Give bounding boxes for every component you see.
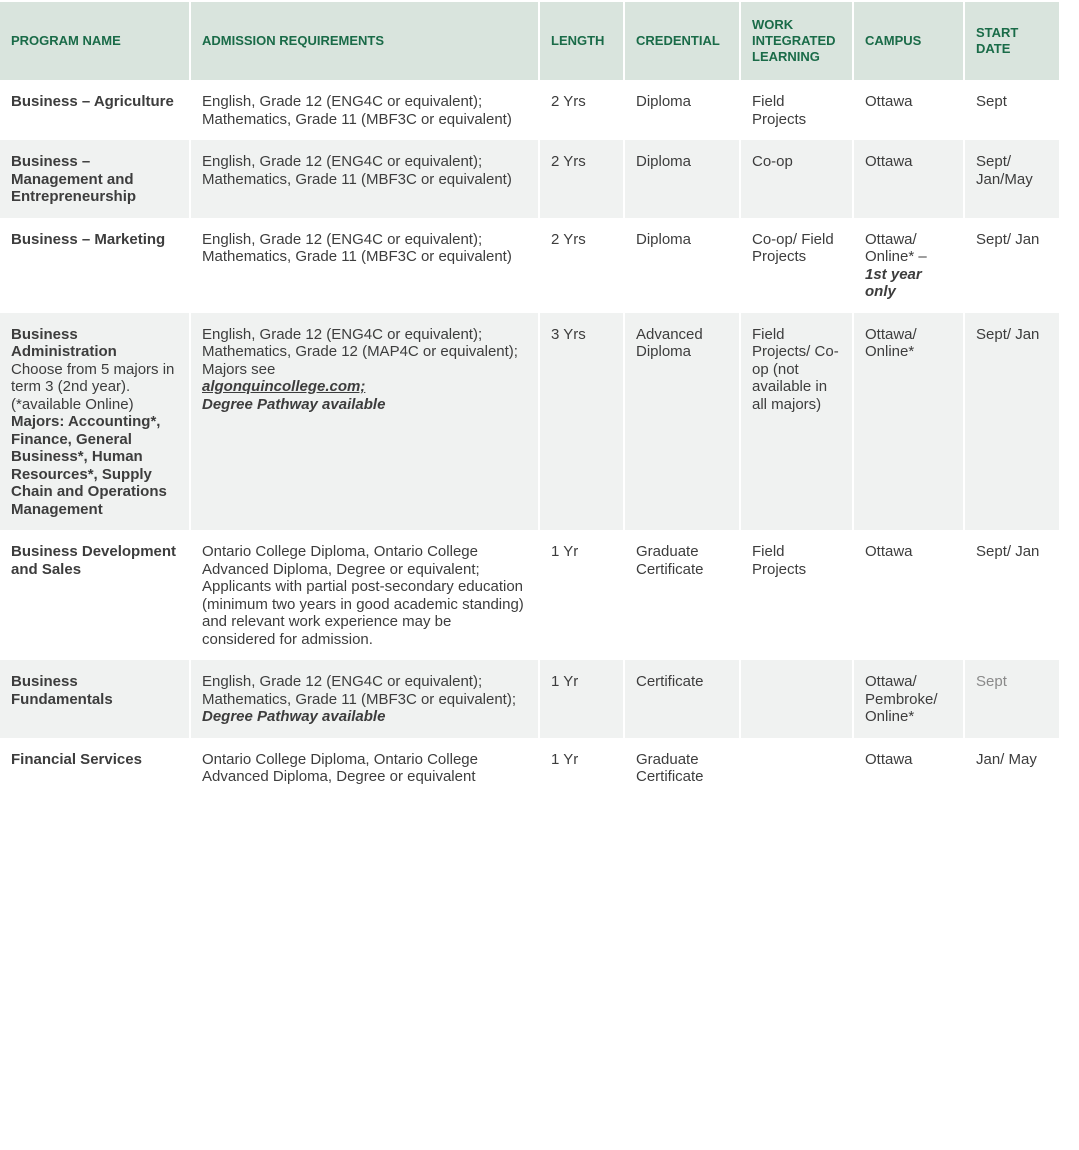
admission-requirements: English, Grade 12 (ENG4C or equivalent); Mathematics, Grade 11 (MBF3C or equivalent); [202, 673, 517, 708]
program-start-date: Sept/ Jan [965, 530, 1059, 660]
program-start-date: Sept/ Jan [965, 218, 1059, 313]
table-row [0, 660, 1059, 738]
program-name-cell [0, 313, 191, 531]
admission-requirements-cell [191, 313, 540, 531]
college-website-link[interactable]: algonquincollege.com; [202, 378, 366, 395]
table-row [0, 218, 1059, 313]
table-row [0, 140, 1059, 218]
campus-note: 1st year only [865, 265, 922, 300]
program-length: 1 Yr [540, 660, 625, 738]
program-length: 2 Yrs [540, 218, 625, 313]
program-note: Choose from 5 majors in term 3 (2nd year). (*available Online) [11, 360, 175, 413]
admission-requirements: English, Grade 12 (ENG4C or equivalent); Mathematics, Grade 12 (MAP4C or equivalent); Majors see [202, 325, 518, 378]
program-campus: Ottawa [854, 140, 965, 218]
program-name: Business Development and Sales [0, 530, 191, 660]
program-start-date: Sept [965, 80, 1059, 140]
program-campus: Ottawa [854, 530, 965, 660]
program-credential: Advanced Diploma [625, 313, 741, 531]
program-credential: Certificate [625, 660, 741, 738]
program-campus: Ottawa [854, 738, 965, 798]
work-integrated-learning: Field Projects/ Co-op (not available in all majors) [741, 313, 854, 531]
program-length: 2 Yrs [540, 140, 625, 218]
program-credential: Graduate Certificate [625, 738, 741, 798]
header-campus: CAMPUS [854, 0, 965, 80]
header-length: LENGTH [540, 0, 625, 80]
program-campus: Ottawa/ Pembroke/ Online* [854, 660, 965, 738]
program-name: Business – Marketing [0, 218, 191, 313]
program-credential: Graduate Certificate [625, 530, 741, 660]
work-integrated-learning: Field Projects [741, 80, 854, 140]
work-integrated-learning: Co-op/ Field Projects [741, 218, 854, 313]
header-work-integrated-learning: WORK INTEGRATED LEARNING [741, 0, 854, 80]
program-start-date: Jan/ May [965, 738, 1059, 798]
program-name: Financial Services [0, 738, 191, 798]
program-length: 1 Yr [540, 530, 625, 660]
program-credential: Diploma [625, 140, 741, 218]
table-row [0, 738, 1059, 798]
program-credential: Diploma [625, 80, 741, 140]
program-campus-cell [854, 218, 965, 313]
program-name: Business – Management and Entrepreneurship [0, 140, 191, 218]
table-row [0, 530, 1059, 660]
work-integrated-learning: Field Projects [741, 530, 854, 660]
program-majors: Majors: Accounting*, Finance, General Business*, Human Resources*, Supply Chain and Operations Management [11, 413, 167, 518]
admission-requirements: English, Grade 12 (ENG4C or equivalent); Mathematics, Grade 11 (MBF3C or equivalent) [191, 140, 540, 218]
program-campus: Ottawa/ Online* – [865, 230, 927, 265]
program-start-date: Sept/ Jan [965, 313, 1059, 531]
header-program-name: PROGRAM NAME [0, 0, 191, 80]
degree-pathway-note: Degree Pathway available [202, 395, 386, 413]
header-admission-requirements: ADMISSION REQUIREMENTS [191, 0, 540, 80]
admission-requirements: Ontario College Diploma, Ontario College Advanced Diploma, Degree or equivalent [191, 738, 540, 798]
program-credential: Diploma [625, 218, 741, 313]
work-integrated-learning [741, 660, 854, 738]
table-row [0, 80, 1059, 140]
program-start-date: Sept [965, 660, 1059, 738]
program-campus: Ottawa/ Online* [854, 313, 965, 531]
header-start-date: START DATE [965, 0, 1059, 80]
admission-requirements: Ontario College Diploma, Ontario College Advanced Diploma, Degree or equivalent; Applicants with partial post-secondary education (minimum two years in good academic standing) and relevant work experience may be considered for admission. [191, 530, 540, 660]
program-campus: Ottawa [854, 80, 965, 140]
program-length: 1 Yr [540, 738, 625, 798]
work-integrated-learning [741, 738, 854, 798]
header-credential: CREDENTIAL [625, 0, 741, 80]
program-start-date: Sept/ Jan/May [965, 140, 1059, 218]
admission-requirements: English, Grade 12 (ENG4C or equivalent); Mathematics, Grade 11 (MBF3C or equivalent) [191, 80, 540, 140]
program-name: Business Fundamentals [0, 660, 191, 738]
program-length: 2 Yrs [540, 80, 625, 140]
program-name: Business – Agriculture [0, 80, 191, 140]
admission-requirements-cell [191, 660, 540, 738]
table-row [0, 313, 1059, 531]
table-header-row [0, 0, 1059, 80]
admission-requirements: English, Grade 12 (ENG4C or equivalent); Mathematics, Grade 11 (MBF3C or equivalent) [191, 218, 540, 313]
program-length: 3 Yrs [540, 313, 625, 531]
degree-pathway-note: Degree Pathway available [202, 708, 386, 725]
program-name: Business Administration [11, 325, 117, 360]
work-integrated-learning: Co-op [741, 140, 854, 218]
